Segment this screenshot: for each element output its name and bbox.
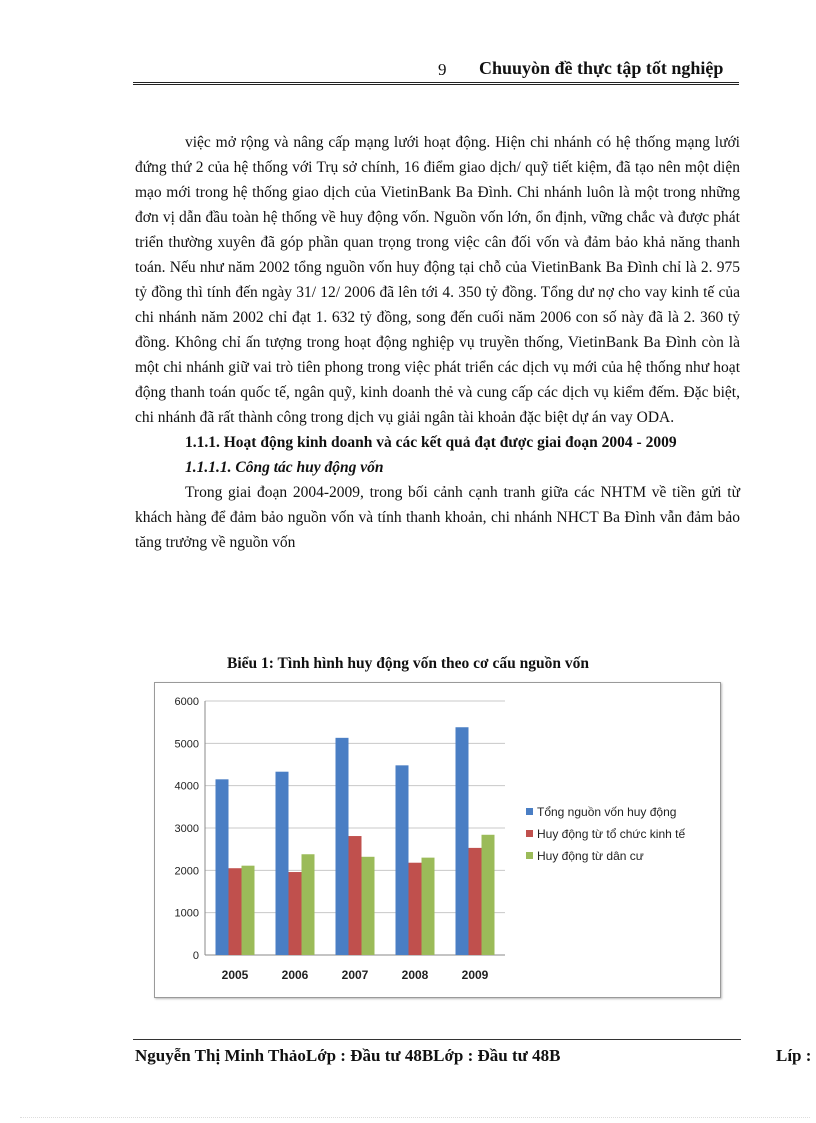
chart-caption: Biểu 1: Tình hình huy động vốn theo cơ cấu nguồn vốn <box>227 655 589 672</box>
bar-3 <box>302 854 315 955</box>
bar-2 <box>229 868 242 955</box>
page-header <box>133 56 739 85</box>
bar-2 <box>409 863 422 955</box>
bar-2 <box>289 872 302 955</box>
bar-3 <box>422 858 435 955</box>
bar-chart <box>154 682 721 998</box>
page-number: 9 <box>438 60 447 79</box>
legend-swatch <box>526 830 533 837</box>
bar-3 <box>242 866 255 955</box>
footer-right-text: Líp : <box>776 1046 812 1065</box>
y-tick-label: 1000 <box>174 907 199 920</box>
bar-3 <box>362 857 375 955</box>
bar-1 <box>276 772 289 955</box>
x-tick-label: 2009 <box>461 968 489 982</box>
bar-2 <box>349 836 362 955</box>
y-tick-label: 2000 <box>174 865 199 878</box>
section-heading: 1.1.1. Hoạt động kinh doanh và các kết quả đạt được giai đoạn 2004 - 2009 <box>185 434 677 451</box>
subsection-heading: 1.1.1.1. Công tác huy động vốn <box>185 459 384 476</box>
bar-2 <box>469 848 482 955</box>
body-paragraph: Trong giai đoạn 2004-2009, trong bối cảnh cạnh tranh giữa các NHTM về tiền gửi từ khách hàng để đảm bảo nguồn vốn và tính thanh khoản, chi nhánh NHCT Ba Đình vẫn đảm bảo tăng trưởng về nguồn vốn <box>135 484 740 551</box>
x-tick-label: 2006 <box>281 968 309 982</box>
legend-swatch <box>526 852 533 859</box>
y-tick-label: 6000 <box>174 696 199 708</box>
legend-swatch <box>526 808 533 815</box>
bar-1 <box>336 738 349 955</box>
x-tick-label: 2008 <box>401 968 429 982</box>
y-tick-label: 4000 <box>174 780 199 793</box>
x-tick-label: 2007 <box>341 968 369 982</box>
bar-3 <box>482 835 495 955</box>
y-tick-label: 3000 <box>174 823 199 835</box>
bar-1 <box>216 779 229 955</box>
footer-rule <box>133 1039 741 1040</box>
document-body <box>135 130 740 555</box>
header-title: Chuuyòn đề thực tập tốt nghiệp <box>479 58 724 78</box>
y-tick-label: 5000 <box>174 738 199 751</box>
legend-label: Huy động từ dân cư <box>537 849 644 863</box>
y-tick-label: 0 <box>192 950 199 962</box>
body-paragraph: việc mở rộng và nâng cấp mạng lưới hoạt động. Hiện chi nhánh có hệ thống mạng lưới đứng thứ 2 của hệ thống với Trụ sở chính, 16 điểm giao dịch/ quỹ tiết kiệm, đã tạo nên một diện mạo mới trong hệ thống giao dịch của VietinBank Ba Đình. Chi nhánh luôn là một trong những đơn vị dẫn đầu toàn hệ thống về huy động vốn. Nguồn vốn lớn, ổn định, vững chắc và được phát triển thường xuyên đã góp phần quan trọng trong việc cân đối vốn và đảm bảo khả năng thanh toán. Nếu như năm 2002 tổng nguồn vốn huy động tại chỗ của VietinBank Ba Đình chỉ là 2. 975 tỷ đồng thì tính đến ngày 31/ 12/ 2006 đã lên tới 4. 350 tỷ đồng. Tổng dư nợ cho vay kinh tế của chi nhánh năm 2002 chỉ đạt 1. 632 tỷ đồng, song đến cuối năm 2006 con số này đã là 2. 360 tỷ đồng. Không chỉ ấn tượng trong hoạt động nghiệp vụ truyền thống, VietinBank Ba Đình còn là một chi nhánh giữ vai trò tiên phong trong việc phát triển các dịch vụ mới của hệ thống như hoạt động thanh toán quốc tế, ngân quỹ, kinh doanh thẻ và cung cấp các dịch vụ kiểm đếm. Đặc biệt, chi nhánh đã rất thành công trong dịch vụ giải ngân tài khoản đặc biệt dự án vay ODA. <box>135 134 740 426</box>
bar-1 <box>456 727 469 955</box>
chart-svg <box>155 683 720 997</box>
legend-label: Huy động từ tổ chức kinh tế <box>537 827 686 841</box>
footer-author: Nguyễn Thị Minh ThảoLớp : Đầu tư 48BLớp : Đầu tư 48B <box>135 1046 561 1065</box>
legend-label: Tổng nguồn vốn huy động <box>537 805 677 819</box>
bar-1 <box>396 765 409 955</box>
x-tick-label: 2005 <box>221 968 249 982</box>
page-bottom-divider <box>20 1117 810 1118</box>
